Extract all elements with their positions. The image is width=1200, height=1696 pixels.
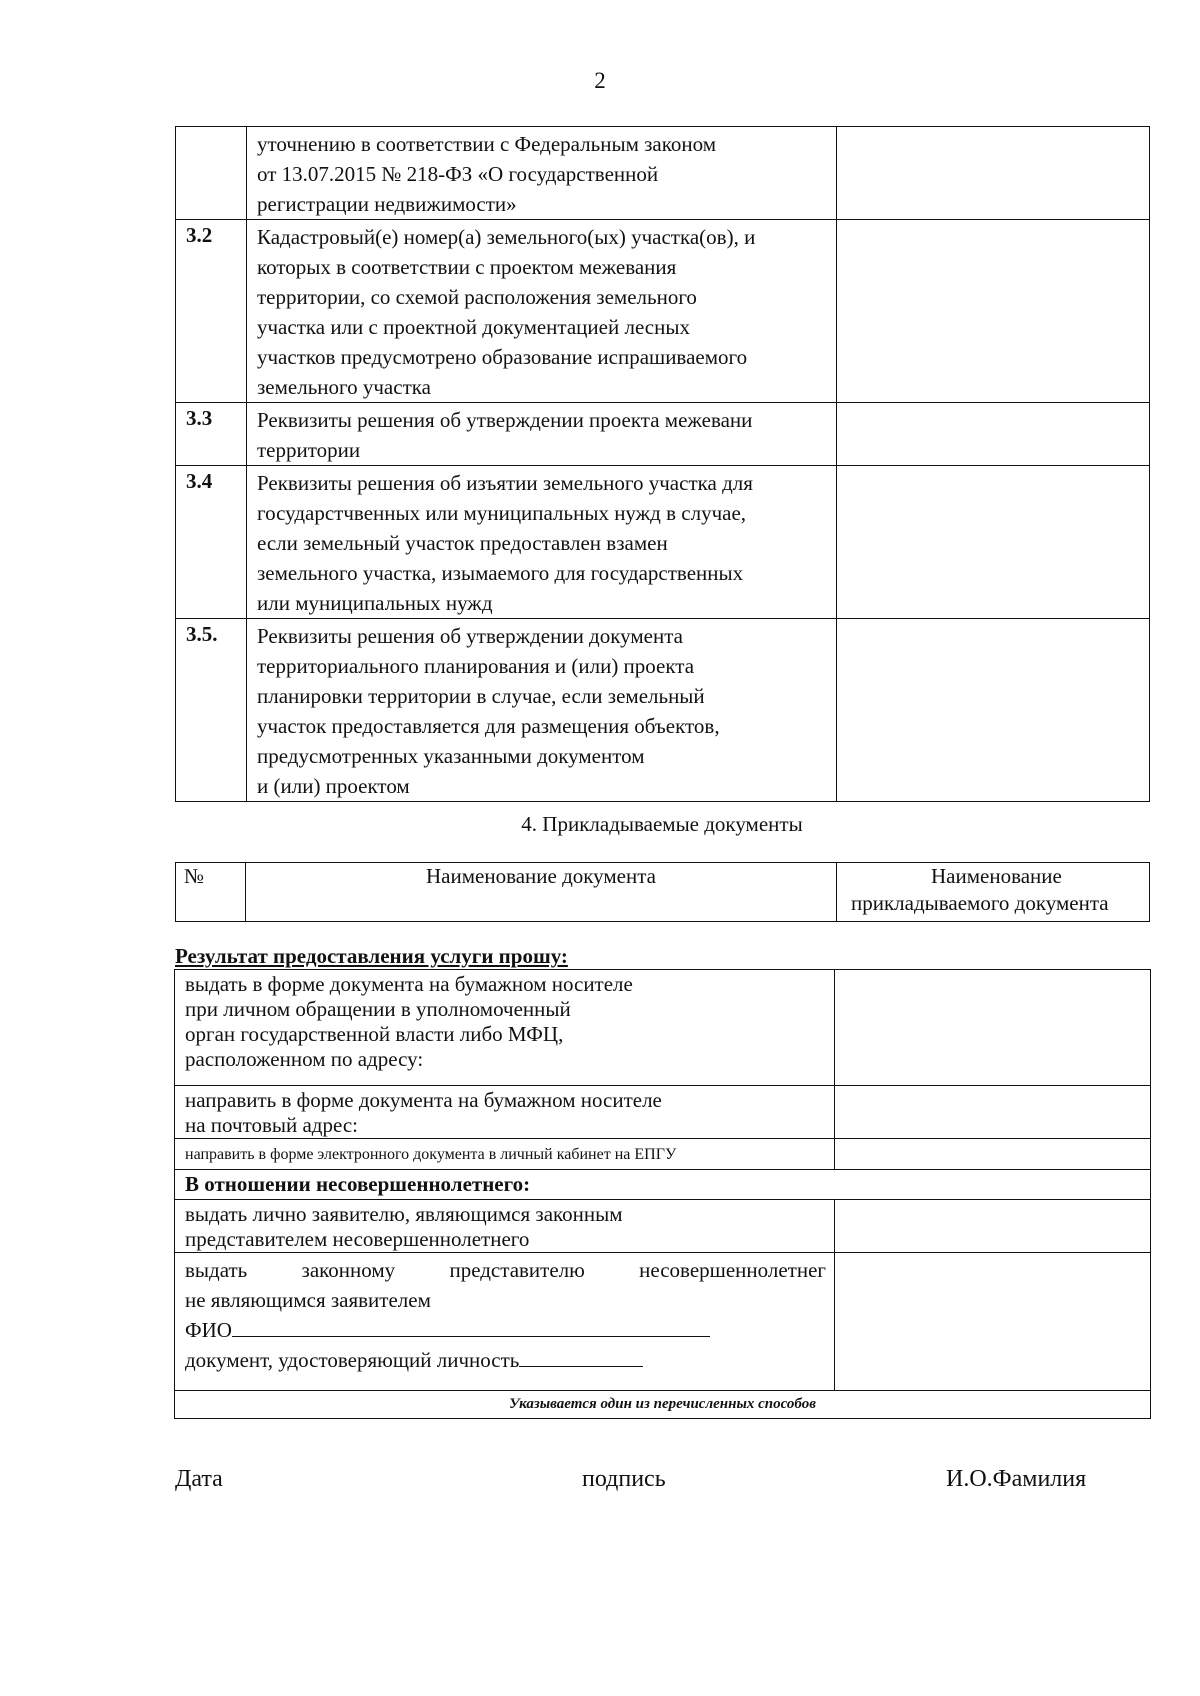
table-row	[175, 1086, 1151, 1139]
text-line: участков предусмотрено образование испрашиваемого	[257, 345, 748, 369]
text-line: при личном обращении в уполномоченный	[185, 997, 571, 1021]
signature-label: подпись	[582, 1466, 666, 1492]
option-checkbox-cell[interactable]	[835, 1139, 1151, 1170]
option-paper-in-person	[175, 970, 835, 1086]
row-number: 3.4	[176, 466, 247, 619]
value-cell[interactable]	[837, 220, 1150, 403]
text-line: участка или с проектной документацией лесных	[257, 315, 690, 339]
text-line: регистрации недвижимости»	[257, 192, 517, 216]
value-cell[interactable]	[837, 403, 1150, 466]
word: выдать	[185, 1258, 248, 1282]
table-row	[175, 970, 1151, 1086]
row-number: 3.3	[176, 403, 247, 466]
row-number	[176, 127, 247, 220]
text-line: которых в соответствии с проектом межевания	[257, 255, 677, 279]
row-text	[247, 220, 837, 403]
text-line: территории	[257, 438, 361, 462]
text-line: и (или) проектом	[257, 774, 410, 798]
text-line: земельного участка, изымаемого для государственных	[257, 561, 744, 585]
text-line: орган государственной власти либо МФЦ,	[185, 1022, 564, 1046]
method-note: Указывается один из перечисленных способов	[175, 1391, 1151, 1419]
result-options-table	[174, 969, 1151, 1419]
text-line: Реквизиты решения об изъятии земельного участка для	[257, 471, 753, 495]
text-line: территории, со схемой расположения земельного	[257, 285, 697, 309]
option-to-applicant-representative	[175, 1200, 835, 1253]
option-electronic-epgu: направить в форме электронного документа в личный кабинет на ЕПГУ	[175, 1139, 835, 1170]
table-row	[176, 466, 1150, 619]
section-4-title: 4. Прикладываемые документы	[521, 812, 803, 836]
fio-blank[interactable]	[232, 1316, 710, 1337]
text-line: планировки территории в случае, если земельный	[257, 684, 705, 708]
table-row	[176, 403, 1150, 466]
value-cell[interactable]	[837, 466, 1150, 619]
table-row	[175, 1253, 1151, 1391]
text-line: предусмотренных указанными документом	[257, 744, 645, 768]
id-document-label: документ, удостоверяющий личность	[185, 1348, 520, 1372]
table-row	[176, 127, 1150, 220]
id-document-line	[185, 1345, 830, 1375]
text-line: если земельный участок предоставлен взамен	[257, 531, 668, 555]
word: несовершеннолетнег	[639, 1258, 826, 1282]
row-text	[247, 127, 837, 220]
text-line: направить в форме документа на бумажном носителе	[185, 1088, 662, 1112]
table-row	[176, 220, 1150, 403]
column-header-number: №	[176, 863, 246, 922]
option-checkbox-cell[interactable]	[835, 1086, 1151, 1139]
word: законному	[301, 1258, 396, 1282]
header-line: Наименование	[931, 864, 1062, 888]
attached-documents-table	[175, 862, 1150, 922]
page-number: 2	[594, 68, 606, 93]
text-line: участок предоставляется для размещения объектов,	[257, 714, 720, 738]
text-line	[185, 1255, 830, 1285]
option-checkbox-cell[interactable]	[835, 1200, 1151, 1253]
fio-label: ФИО	[185, 1318, 232, 1342]
option-checkbox-cell[interactable]	[835, 970, 1151, 1086]
text-line: выдать в форме документа на бумажном носителе	[185, 972, 633, 996]
table-header-row	[176, 863, 1150, 922]
text-line: земельного участка	[257, 375, 431, 399]
option-to-other-representative	[175, 1253, 835, 1391]
text-line: Реквизиты решения об утверждении документа	[257, 624, 683, 648]
row-number: 3.5.	[176, 619, 247, 802]
text-line: или муниципальных нужд	[257, 591, 493, 615]
name-label: И.О.Фамилия	[946, 1466, 1087, 1492]
minor-section-heading: В отношении несовершеннолетнего:	[175, 1170, 1151, 1200]
header-line: прикладываемого документа	[851, 891, 1109, 915]
text-line: Реквизиты решения об утверждении проекта межевани	[257, 408, 753, 432]
table-row	[175, 1391, 1151, 1419]
table-row	[176, 619, 1150, 802]
text-line: выдать лично заявителю, являющимся законным	[185, 1202, 623, 1226]
word: представителю	[449, 1258, 585, 1282]
text-line: расположенном по адресу:	[185, 1047, 424, 1071]
text-line: уточнению в соответствии с Федеральным законом	[257, 132, 717, 156]
text-line: территориального планирования и (или) проекта	[257, 654, 695, 678]
option-checkbox-cell[interactable]	[835, 1253, 1151, 1391]
row-text	[247, 466, 837, 619]
text-line: Кадастровый(е) номер(а) земельного(ых) участка(ов), и	[257, 225, 756, 249]
text-line: не являющимся заявителем	[185, 1288, 431, 1312]
value-cell[interactable]	[837, 619, 1150, 802]
value-cell[interactable]	[837, 127, 1150, 220]
row-text	[247, 403, 837, 466]
column-header-attached-document-name	[837, 863, 1150, 922]
row-number: 3.2	[176, 220, 247, 403]
table-row	[175, 1200, 1151, 1253]
fio-line	[185, 1315, 830, 1345]
text-line: от 13.07.2015 № 218-ФЗ «О государственной	[257, 162, 659, 186]
column-header-document-name: Наименование документа	[246, 863, 837, 922]
text-line: на почтовый адрес:	[185, 1113, 358, 1137]
option-paper-by-mail	[175, 1086, 835, 1139]
result-heading: Результат предоставления услуги прошу:	[175, 944, 568, 968]
table-row	[175, 1139, 1151, 1170]
id-document-blank[interactable]	[519, 1346, 643, 1367]
table-row	[175, 1170, 1151, 1200]
text-line: представителем несовершеннолетнего	[185, 1227, 530, 1251]
text-line: государстчвенных или муниципальных нужд в случае,	[257, 501, 747, 525]
row-text	[247, 619, 837, 802]
section3-table	[175, 126, 1150, 802]
date-label: Дата	[175, 1466, 223, 1492]
